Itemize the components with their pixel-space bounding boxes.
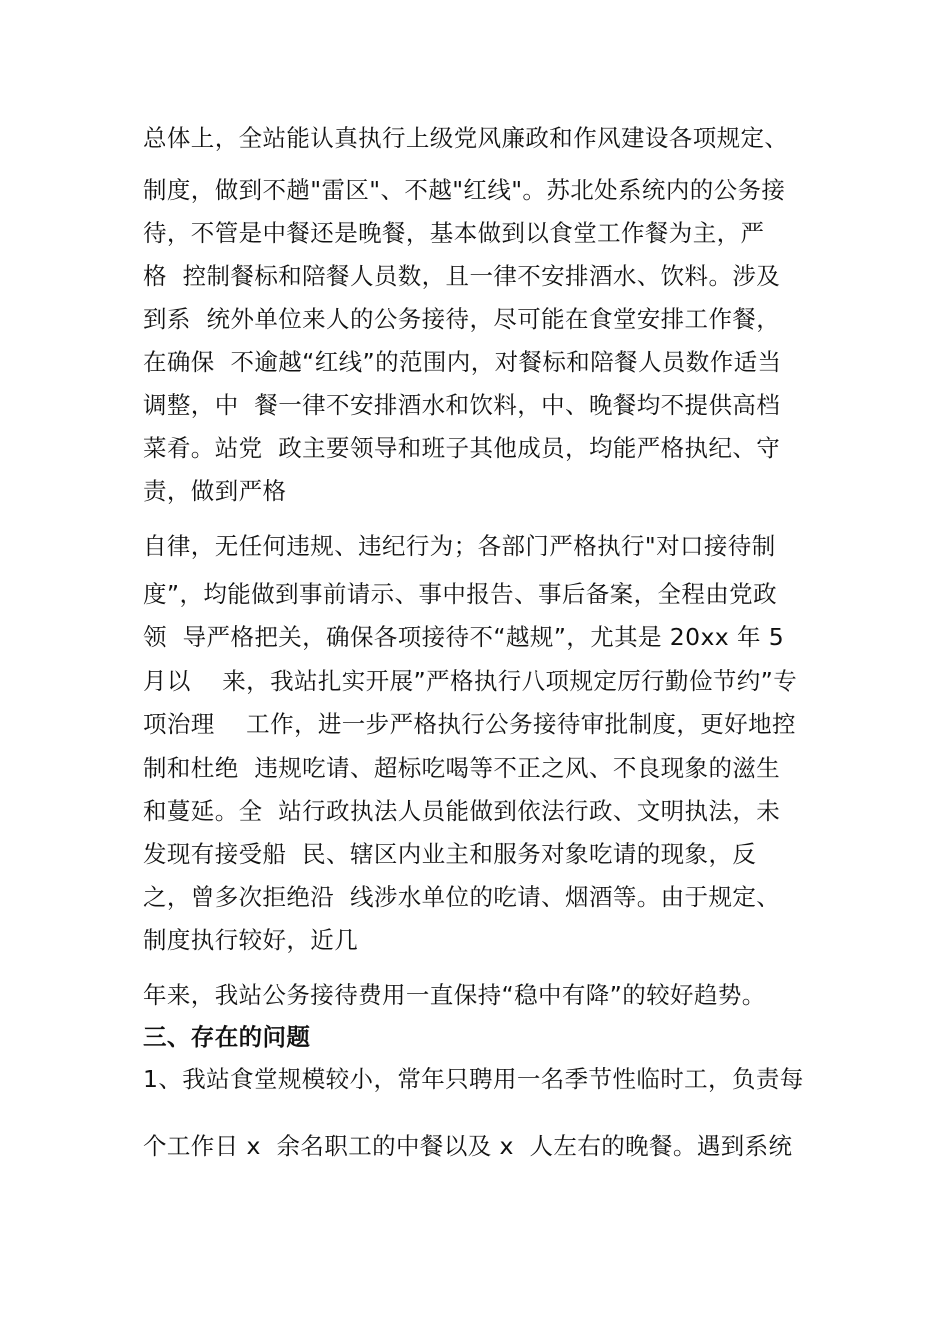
paragraph-line: 调整，中 餐一律不安排酒水和饮料，中、晚餐均不提供高档 — [143, 391, 781, 419]
paragraph-line: 自律，无任何违规、违纪行为；各部门严格执行"对口接待制 — [143, 532, 776, 560]
paragraph-line: 年来，我站公务接待费用一直保持“稳中有降”的较好趋势。 — [143, 981, 766, 1009]
paragraph-line: 格 控制餐标和陪餐人员数，且一律不安排酒水、饮料。涉及 — [143, 262, 781, 290]
paragraph-line: 责，做到严格 — [143, 477, 287, 505]
paragraph-line: 月以 来，我站扎实开展”严格执行八项规定厉行勤俭节约”专 — [143, 667, 798, 695]
paragraph-line: 1、我站食堂规模较小，常年只聘用一名季节性临时工，负责每 — [143, 1065, 804, 1093]
paragraph-line: 和蔓延。全 站行政执法人员能做到依法行政、文明执法，未 — [143, 797, 781, 825]
paragraph-line: 菜肴。站党 政主要领导和班子其他成员，均能严格执纪、守 — [143, 434, 781, 462]
paragraph-line: 总体上，全站能认真执行上级党风廉政和作风建设各项规定、 — [143, 124, 789, 152]
paragraph-line: 在确保 不逾越“红线”的范围内，对餐标和陪餐人员数作适当 — [143, 348, 782, 376]
paragraph-line: 度”，均能做到事前请示、事中报告、事后备案，全程由党政 — [143, 580, 777, 608]
paragraph-line: 制和杜绝 违规吃请、超标吃喝等不正之风、不良现象的滋生 — [143, 754, 781, 782]
paragraph-line: 待，不管是中餐还是晚餐，基本做到以食堂工作餐为主，严 — [143, 219, 765, 247]
paragraph-line: 之，曾多次拒绝沿 线涉水单位的吃请、烟酒等。由于规定、 — [143, 883, 781, 911]
paragraph-line: 到系 统外单位来人的公务接待，尽可能在食堂安排工作餐， — [143, 305, 781, 333]
paragraph-line: 发现有接受船 民、辖区内业主和服务对象吃请的现象，反 — [143, 840, 757, 868]
paragraph-line: 领 导严格把关，确保各项接待不“越规”，尤其是 20xx 年 5 — [143, 623, 785, 651]
paragraph-line: 项治理 工作，进一步严格执行公务接待审批制度，更好地控 — [143, 710, 796, 738]
paragraph-line: 制度，做到不趟"雷区"、不越"红线"。苏北处系统内的公务接 — [143, 176, 786, 204]
paragraph-line: 制度执行较好，近几 — [143, 926, 359, 954]
section-heading: 三、存在的问题 — [143, 1023, 311, 1051]
paragraph-line: 个工作日 x 余名职工的中餐以及 x 人左右的晚餐。遇到系统 — [143, 1132, 793, 1160]
